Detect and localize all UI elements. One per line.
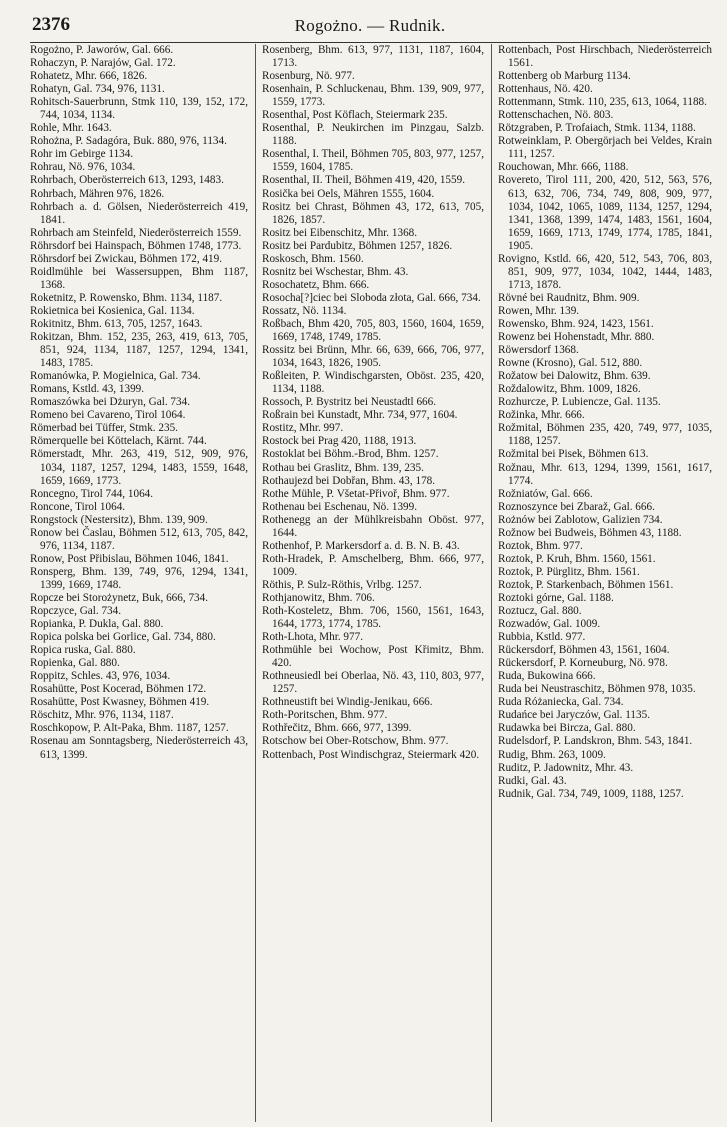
index-entry: Rothjanowitz, Bhm. 706. [262, 591, 375, 604]
index-entry: Rothmühle bei Wochow, Post Křimitz, Bhm. 420. [262, 644, 484, 670]
index-entry: Rotweinklam, P. Obergörjach bei Veldes, Krain 111, 1257. [498, 135, 712, 161]
index-entry: Rongstock (Nestersitz), Bhm. 139, 909. [30, 513, 208, 526]
index-entry: Rovereto, Tirol 111, 200, 420, 512, 563, 576, 613, 632, 706, 734, 749, 808, 909, 977, 1034, 1042, 1065, 1089, 1134, 1257, 1294, 1341, 1368, 1399, 1474, 1483, 1561, 1604, 1659, 1669, 1713, 1749, 1774, 1785, 1841, 1905. [498, 174, 712, 252]
index-entry: Roth-Lhota, Mhr. 977. [262, 631, 363, 644]
index-entry: Rudki, Gal. 43. [498, 774, 567, 787]
index-entry: Rositz bei Pardubitz, Böhmen 1257, 1826. [262, 239, 453, 252]
index-entry: Romaszówka bei Dżuryn, Gal. 734. [30, 396, 191, 409]
index-entry: Roždalowitz, Bhm. 1009, 1826. [498, 383, 641, 396]
index-entry: Röthis, P. Sulz-Röthis, Vrlbg. 1257. [262, 578, 422, 591]
index-entry: Rowne (Krosno), Gal. 512, 880. [498, 357, 643, 370]
index-entry: Rokietnica bei Kosienica, Gal. 1134. [30, 304, 195, 317]
index-entry: Rothaujezd bei Dobřan, Bhm. 43, 178. [262, 474, 436, 487]
index-entry: Rudelsdorf, P. Landskron, Bhm. 543, 1841. [498, 735, 693, 748]
index-entry: Rosička bei Oels, Mähren 1555, 1604. [262, 187, 435, 200]
index-entry: Rosenau am Sonntagsberg, Niederösterreich 43, 613, 1399. [30, 735, 248, 761]
index-entry: Rowensko, Bhm. 924, 1423, 1561. [498, 317, 654, 330]
running-title: Rogożno. — Rudnik. [294, 16, 446, 35]
index-entry: Rohożna, P. Sadagóra, Buk. 880, 976, 1134. [30, 135, 227, 148]
index-entry: Roztok, P. Starkenbach, Böhmen 1561. [498, 578, 674, 591]
index-entry: Römerstadt, Mhr. 263, 419, 512, 909, 976, 1034, 1187, 1257, 1294, 1483, 1559, 1648, 1659, 1669, 1773. [30, 448, 248, 487]
index-entry: Ruditz, P. Jadownitz, Mhr. 43. [498, 761, 634, 774]
index-entry: Rouchowan, Mhr. 666, 1188. [498, 161, 629, 174]
index-entry: Roncone, Tirol 1064. [30, 500, 126, 513]
column-right [498, 44, 712, 1122]
index-entry: Rohrau, Nö. 976, 1034. [30, 161, 136, 174]
index-entry: Rowen, Mhr. 139. [498, 304, 580, 317]
index-entry: Rožmital, Böhmen 235, 420, 749, 977, 1035, 1188, 1257. [498, 422, 712, 448]
column-left [30, 44, 248, 1122]
index-entry: Rohrbach am Steinfeld, Niederösterreich 1559. [30, 226, 242, 239]
index-entry: Rossitz bei Brünn, Mhr. 66, 639, 666, 706, 977, 1034, 1643, 1826, 1905. [262, 344, 484, 370]
column-middle [262, 44, 484, 1122]
index-entry: Rositz bei Chrast, Böhmen 43, 172, 613, 705, 1826, 1857. [262, 200, 484, 226]
index-entry: Roztok, Bhm. 977. [498, 539, 583, 552]
index-entry: Römerbad bei Tüffer, Stmk. 235. [30, 422, 178, 435]
index-entry: Rottenhaus, Nö. 420. [498, 83, 593, 96]
index-entry: Rosenhain, P. Schluckenau, Bhm. 139, 909, 977, 1559, 1773. [262, 83, 484, 109]
index-entry: Rosenthal, II. Theil, Böhmen 419, 420, 1559. [262, 174, 466, 187]
index-entry: Rohrbach, Mähren 976, 1826. [30, 187, 165, 200]
column-divider [255, 44, 256, 1122]
index-entry: Roncegno, Tirol 744, 1064. [30, 487, 154, 500]
index-entry: Rokitzan, Bhm. 152, 235, 263, 419, 613, 705, 851, 924, 1134, 1187, 1257, 1294, 1341, 1483, 1785. [30, 331, 248, 370]
index-entry: Rottenmann, Stmk. 110, 235, 613, 1064, 1188. [498, 96, 707, 109]
index-entry: Rothenegg an der Mühlkreisbahn Oböst. 977, 1644. [262, 513, 484, 539]
page-number: 2376 [32, 14, 70, 35]
index-entry: Ropcze bei Storożynetz, Buk, 666, 734. [30, 591, 209, 604]
index-entry: Rohitsch-Sauerbrunn, Stmk 110, 139, 152, 172, 744, 1034, 1134. [30, 96, 248, 122]
index-entry: Rudig, Bhm. 263, 1009. [498, 748, 606, 761]
index-entry: Roztucz, Gal. 880. [498, 605, 582, 618]
index-entry: Rottenberg ob Marburg 1134. [498, 70, 631, 83]
index-entry: Rothau bei Graslitz, Bhm. 139, 235. [262, 461, 424, 474]
index-entry: Rosenthal, P. Neukirchen im Pinzgau, Salzb. 1188. [262, 122, 484, 148]
index-entry: Ropczyce, Gal. 734. [30, 605, 122, 618]
index-entry: Röhrsdorf bei Zwickau, Böhmen 172, 419. [30, 252, 223, 265]
index-entry: Rosenberg, Bhm. 613, 977, 1131, 1187, 1604, 1713. [262, 44, 484, 70]
index-entry: Rosahütte, Post Kwasney, Böhmen 419. [30, 696, 210, 709]
index-entry: Roztok, P. Kruh, Bhm. 1560, 1561. [498, 552, 656, 565]
index-entry: Rovigno, Kstld. 66, 420, 512, 543, 706, 803, 851, 909, 977, 1034, 1042, 1444, 1483, 1713, 1878. [498, 252, 712, 291]
index-entry: Roppitz, Schles. 43, 976, 1034. [30, 670, 171, 683]
index-entry: Rohatyn, Gal. 734, 976, 1131. [30, 83, 165, 96]
index-entry: Rostitz, Mhr. 997. [262, 422, 344, 435]
index-entry: Rövné bei Raudnitz, Bhm. 909. [498, 291, 640, 304]
index-entry: Rosocha[?]ciec bei Sloboda złota, Gal. 666, 734. [262, 291, 481, 304]
index-entry: Rokitnitz, Bhm. 613, 705, 1257, 1643. [30, 317, 203, 330]
index-entry: Rožmital bei Pisek, Böhmen 613. [498, 448, 649, 461]
index-entry: Röwersdorf 1368. [498, 344, 579, 357]
index-entry: Rötzgraben, P. Trofaiach, Stmk. 1134, 1188. [498, 122, 696, 135]
index-entry: Rožinka, Mhr. 666. [498, 409, 585, 422]
index-entry: Rudańce bei Jaryczów, Gal. 1135. [498, 709, 651, 722]
index-entry: Rothenau bei Eschenau, Nö. 1399. [262, 500, 418, 513]
index-entry: Rositz bei Eibenschitz, Mhr. 1368. [262, 226, 418, 239]
index-entry: Rottenbach, Post Windischgraz, Steiermark 420. [262, 748, 480, 761]
index-entry: Rohrbach a. d. Gölsen, Niederösterreich 419, 1841. [30, 200, 248, 226]
index-entry: Ruda Różaniecka, Gal. 734. [498, 696, 624, 709]
index-entry: Roztoki górne, Gal. 1188. [498, 591, 614, 604]
index-entry: Rosenburg, Nö. 977. [262, 70, 355, 83]
index-entry: Ruda bei Neustraschitz, Böhmen 978, 1035. [498, 683, 696, 696]
index-entry: Rudawka bei Bircza, Gal. 880. [498, 722, 636, 735]
index-entry: Ropica ruska, Gal. 880. [30, 644, 136, 657]
index-entry: Romans, Kstld. 43, 1399. [30, 383, 145, 396]
index-entry: Rosenthal, Post Köflach, Steiermark 235. [262, 109, 448, 122]
index-entry: Roidlmühle bei Wassersuppen, Bhm 1187, 1368. [30, 265, 248, 291]
index-entry: Romeno bei Cavareno, Tirol 1064. [30, 409, 186, 422]
index-entry: Rostock bei Prag 420, 1188, 1913. [262, 435, 417, 448]
index-entry: Rostoklat bei Böhm.-Brod, Bhm. 1257. [262, 448, 439, 461]
index-entry: Rohatetz, Mhr. 666, 1826. [30, 70, 148, 83]
index-entry: Roth-Hradek, P. Amschelberg, Bhm. 666, 977, 1009. [262, 552, 484, 578]
index-entry: Roth-Kosteletz, Bhm. 706, 1560, 1561, 1643, 1644, 1773, 1774, 1785. [262, 605, 484, 631]
index-entry: Romanówka, P. Mogielnica, Gal. 734. [30, 370, 201, 383]
index-entry: Ropienka, Gal. 880. [30, 657, 120, 670]
index-entry: Rubbia, Kstld. 977. [498, 631, 586, 644]
index-columns [30, 44, 712, 1124]
index-entry: Rożnów bei Zablotow, Galizien 734. [498, 513, 663, 526]
index-entry: Rohaczyn, P. Narajów, Gal. 172. [30, 57, 176, 70]
index-entry: Roschkopow, P. Alt-Paka, Bhm. 1187, 1257. [30, 722, 229, 735]
index-entry: Rottenschachen, Nö. 803. [498, 109, 614, 122]
index-entry: Rothenhof, P. Markersdorf a. d. B. N. B. 43. [262, 539, 460, 552]
index-entry: Rosnitz bei Wschestar, Bhm. 43. [262, 265, 409, 278]
index-entry: Rožnau, Mhr. 613, 1294, 1399, 1561, 1617, 1774. [498, 461, 712, 487]
index-entry: Rotschow bei Ober-Rotschow, Bhm. 977. [262, 735, 449, 748]
index-entry: Rothneusiedl bei Oberlaa, Nö. 43, 110, 803, 977, 1257. [262, 670, 484, 696]
index-entry: Rozhurcze, P. Lubiencze, Gal. 1135. [498, 396, 661, 409]
index-entry: Rothneustift bei Windig-Jenikau, 666. [262, 696, 433, 709]
index-entry: Roketnitz, P. Rowensko, Bhm. 1134, 1187. [30, 291, 223, 304]
index-entry: Rossatz, Nö. 1134. [262, 304, 347, 317]
index-entry: Rohrbach, Oberösterreich 613, 1293, 1483. [30, 174, 224, 187]
index-entry: Ropica polska bei Gorlice, Gal. 734, 880. [30, 631, 216, 644]
index-entry: Rožatow bei Dalowitz, Bhm. 639. [498, 370, 651, 383]
index-entry: Roßrain bei Kunstadt, Mhr. 734, 977, 1604. [262, 409, 458, 422]
index-entry: Rogożno, P. Jaworów, Gal. 666. [30, 44, 174, 56]
index-entry: Rosochatetz, Bhm. 666. [262, 278, 370, 291]
index-entry: Rückersdorf, P. Korneuburg, Nö. 978. [498, 657, 668, 670]
index-entry: Röschitz, Mhr. 976, 1134, 1187. [30, 709, 174, 722]
index-entry: Ropianka, P. Dukla, Gal. 880. [30, 618, 164, 631]
index-entry: Rothřečitz, Bhm. 666, 977, 1399. [262, 722, 412, 735]
index-entry: Roskosch, Bhm. 1560. [262, 252, 364, 265]
index-entry: Rosenthal, I. Theil, Böhmen 705, 803, 977, 1257, 1559, 1604, 1785. [262, 148, 484, 174]
index-entry: Rohr im Gebirge 1134. [30, 148, 134, 161]
index-entry: Rožnow bei Budweis, Böhmen 43, 1188. [498, 526, 682, 539]
index-entry: Ruda, Bukowina 666. [498, 670, 596, 683]
index-entry: Ronow, Post Přibislau, Böhmen 1046, 1841. [30, 552, 229, 565]
index-entry: Rothe Mühle, P. Všetat-Přivoř, Bhm. 977. [262, 487, 450, 500]
index-entry: Roth-Poritschen, Bhm. 977. [262, 709, 388, 722]
header-rule [30, 42, 710, 43]
index-entry: Rudnik, Gal. 734, 749, 1009, 1188, 1257. [498, 787, 684, 800]
index-entry: Roznoszynce bei Zbaraž, Gal. 666. [498, 500, 655, 513]
column-divider [491, 44, 492, 1122]
index-entry: Rossoch, P. Bystritz bei Neustadtl 666. [262, 396, 437, 409]
index-entry: Ronow bei Časlau, Böhmen 512, 613, 705, 842, 976, 1134, 1187. [30, 526, 248, 552]
index-entry: Roßbach, Bhm 420, 705, 803, 1560, 1604, 1659, 1669, 1748, 1749, 1785. [262, 317, 484, 344]
index-entry: Rozwadów, Gal. 1009. [498, 618, 601, 631]
index-entry: Rosahütte, Post Kocerad, Böhmen 172. [30, 683, 207, 696]
page-header [30, 14, 710, 42]
index-entry: Rohle, Mhr. 1643. [30, 122, 112, 135]
index-entry: Rückersdorf, Böhmen 43, 1561, 1604. [498, 644, 670, 657]
index-entry: Rottenbach, Post Hirschbach, Niederösterreich 1561. [498, 44, 712, 70]
index-entry: Rožniatów, Gal. 666. [498, 487, 593, 500]
index-entry: Ronsperg, Bhm. 139, 749, 976, 1294, 1341, 1399, 1669, 1748. [30, 565, 248, 591]
index-entry: Rowenz bei Hohenstadt, Mhr. 880. [498, 331, 655, 344]
index-entry: Römerquelle bei Köttelach, Kärnt. 744. [30, 435, 207, 448]
index-entry: Röhrsdorf bei Hainspach, Böhmen 1748, 1773. [30, 239, 242, 252]
index-entry: Roßleiten, P. Windischgarsten, Oböst. 235, 420, 1134, 1188. [262, 370, 484, 396]
index-entry: Roztok, P. Pürglitz, Bhm. 1561. [498, 565, 640, 578]
